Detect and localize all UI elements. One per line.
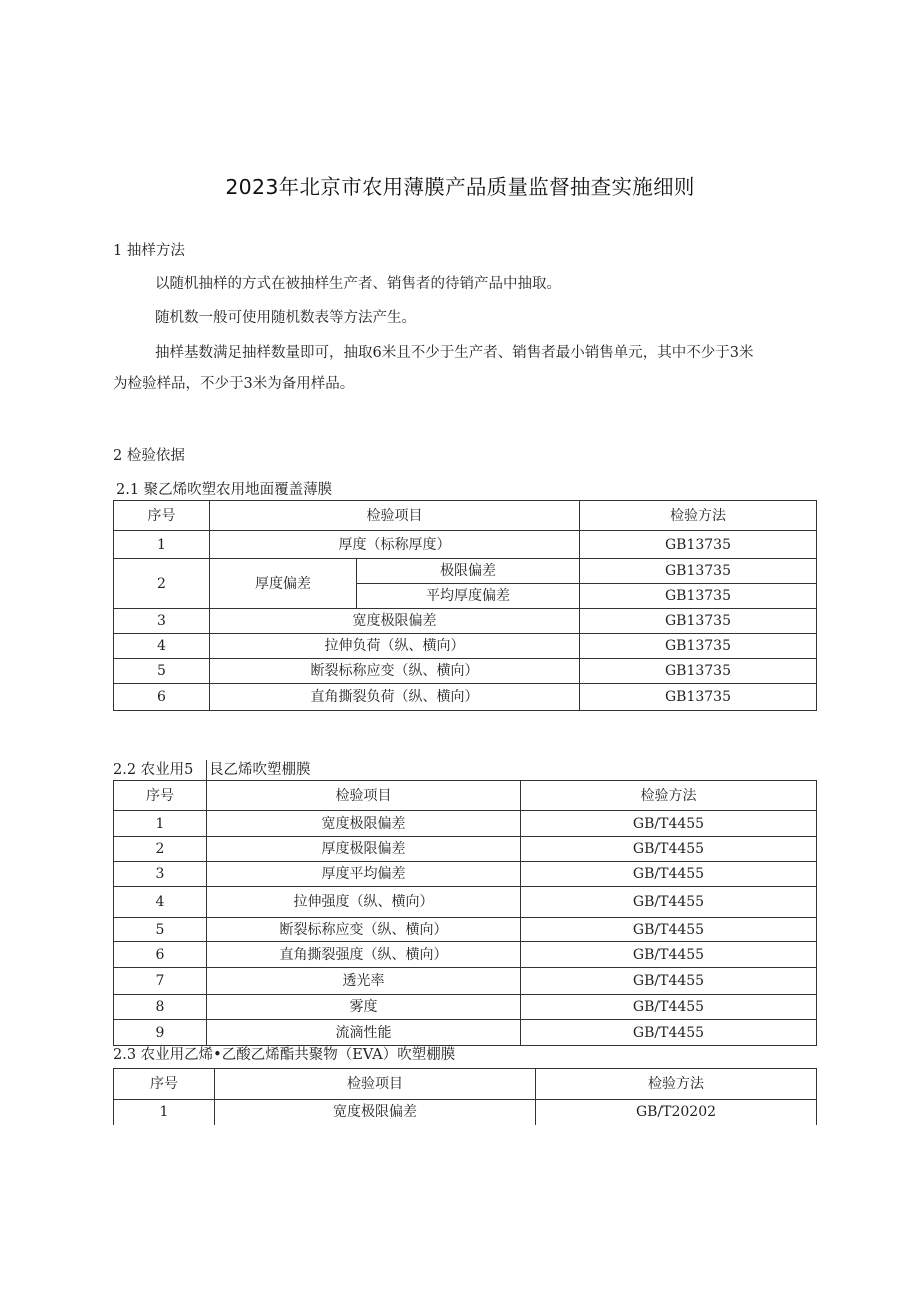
cell-no: 4	[114, 634, 210, 659]
cell-item: 厚度平均偏差	[207, 862, 521, 887]
table-header-row	[114, 1069, 817, 1100]
table-row	[114, 684, 817, 711]
cell-method: GB/T4455	[521, 995, 817, 1020]
cell-item: 断裂标称应变（纵、横向）	[207, 918, 521, 942]
table-row	[114, 559, 817, 584]
cell-method: GB13735	[580, 559, 817, 584]
cell-no: 2	[114, 837, 207, 862]
cell-method: GB13735	[580, 634, 817, 659]
table-row	[114, 1100, 817, 1125]
cell-no: 1	[114, 1100, 215, 1125]
cell-no: 1	[114, 811, 207, 837]
cell-no: 7	[114, 968, 207, 995]
inspection-table-eva-greenhouse	[113, 1068, 817, 1125]
cell-subitem: 极限偏差	[357, 559, 580, 584]
header-cell: 检验方法	[521, 781, 817, 811]
cell-no: 8	[114, 995, 207, 1020]
cell-no: 6	[114, 942, 207, 968]
cell-method: GB/T4455	[521, 837, 817, 862]
paragraph: 随机数一般可使用随机数表等方法产生。	[155, 310, 416, 326]
cell-method: GB/T4455	[521, 1020, 817, 1046]
header-cell: 检验方法	[536, 1069, 817, 1100]
table-row	[114, 918, 817, 942]
header-cell: 检验项目	[207, 781, 521, 811]
paragraph: 以随机抽样的方式在被抽样生产者、销售者的待销产品中抽取。	[155, 276, 561, 292]
table-row	[114, 887, 817, 918]
cell-method: GB/T20202	[536, 1100, 817, 1125]
header-cell: 序号	[114, 501, 210, 531]
header-cell: 序号	[114, 1069, 215, 1100]
table-row	[114, 609, 817, 634]
cell-method: GB/T4455	[521, 862, 817, 887]
table-caption: 2.1 聚乙烯吹塑农用地面覆盖薄膜	[116, 482, 333, 498]
cell-method: GB13735	[580, 609, 817, 634]
inspection-table-pe-greenhouse	[113, 780, 817, 1046]
table-caption-continued: 艮乙烯吹塑棚膜	[209, 762, 311, 778]
cell-method: GB/T4455	[521, 968, 817, 995]
cell-item: 宽度极限偏差	[207, 811, 521, 837]
cell-no: 9	[114, 1020, 207, 1046]
cell-no: 4	[114, 887, 207, 918]
cell-item: 厚度（标称厚度）	[210, 531, 580, 559]
table-row	[114, 995, 817, 1020]
document-title: 2023年北京市农用薄膜产品质量监督抽查实施细则	[225, 175, 695, 199]
cell-item: 断裂标称应变（纵、横向）	[210, 659, 580, 684]
header-cell: 检验项目	[215, 1069, 536, 1100]
cell-no: 5	[114, 918, 207, 942]
table-row	[114, 1020, 817, 1046]
table-row	[114, 968, 817, 995]
cell-method: GB/T4455	[521, 811, 817, 837]
cell-item: 宽度极限偏差	[210, 609, 580, 634]
inspection-table-pe-mulch	[113, 500, 817, 711]
cell-no: 3	[114, 609, 210, 634]
cell-no: 1	[114, 531, 210, 559]
table-caption: 2.2 农业用5	[113, 762, 194, 778]
cell-method: GB13735	[580, 584, 817, 609]
cell-no: 5	[114, 659, 210, 684]
paragraph-continued: 为检验样品，不少于3米为备用样品。	[113, 376, 355, 392]
cell-item: 拉伸负荷（纵、横向）	[210, 634, 580, 659]
cell-item-group: 厚度偏差	[210, 559, 357, 609]
cell-no: 2	[114, 559, 210, 609]
header-cell: 检验方法	[580, 501, 817, 531]
cell-item: 雾度	[207, 995, 521, 1020]
table-header-row	[114, 501, 817, 531]
cell-method: GB13735	[580, 531, 817, 559]
cell-item: 流滴性能	[207, 1020, 521, 1046]
cell-item: 透光率	[207, 968, 521, 995]
cell-method: GB13735	[580, 684, 817, 711]
table-row	[114, 531, 817, 559]
cell-method: GB13735	[580, 659, 817, 684]
section-1-heading: 1 抽样方法	[113, 243, 185, 259]
table-row	[114, 811, 817, 837]
table-row	[114, 659, 817, 684]
cell-item: 拉伸强度（纵、横向）	[207, 887, 521, 918]
cell-no: 3	[114, 862, 207, 887]
cell-method: GB/T4455	[521, 942, 817, 968]
table-header-row	[114, 781, 817, 811]
cell-subitem: 平均厚度偏差	[357, 584, 580, 609]
cell-item: 直角撕裂强度（纵、横向）	[207, 942, 521, 968]
cell-method: GB/T4455	[521, 887, 817, 918]
cell-item: 宽度极限偏差	[215, 1100, 536, 1125]
section-2-heading: 2 检验依据	[113, 448, 185, 464]
cell-item: 厚度极限偏差	[207, 837, 521, 862]
caption-divider	[206, 760, 207, 780]
header-cell: 检验项目	[210, 501, 580, 531]
cell-item: 直角撕裂负荷（纵、横向）	[210, 684, 580, 711]
table-row	[114, 837, 817, 862]
table-row	[114, 942, 817, 968]
table-row	[114, 862, 817, 887]
header-cell: 序号	[114, 781, 207, 811]
cell-method: GB/T4455	[521, 918, 817, 942]
table-row	[114, 634, 817, 659]
cell-no: 6	[114, 684, 210, 711]
paragraph: 抽样基数满足抽样数量即可，抽取6米且不少于生产者、销售者最小销售单元，其中不少于3米	[155, 345, 754, 361]
table-caption: 2.3 农业用乙烯•乙酸乙烯酯共聚物（EVA）吹塑棚膜	[113, 1047, 456, 1063]
